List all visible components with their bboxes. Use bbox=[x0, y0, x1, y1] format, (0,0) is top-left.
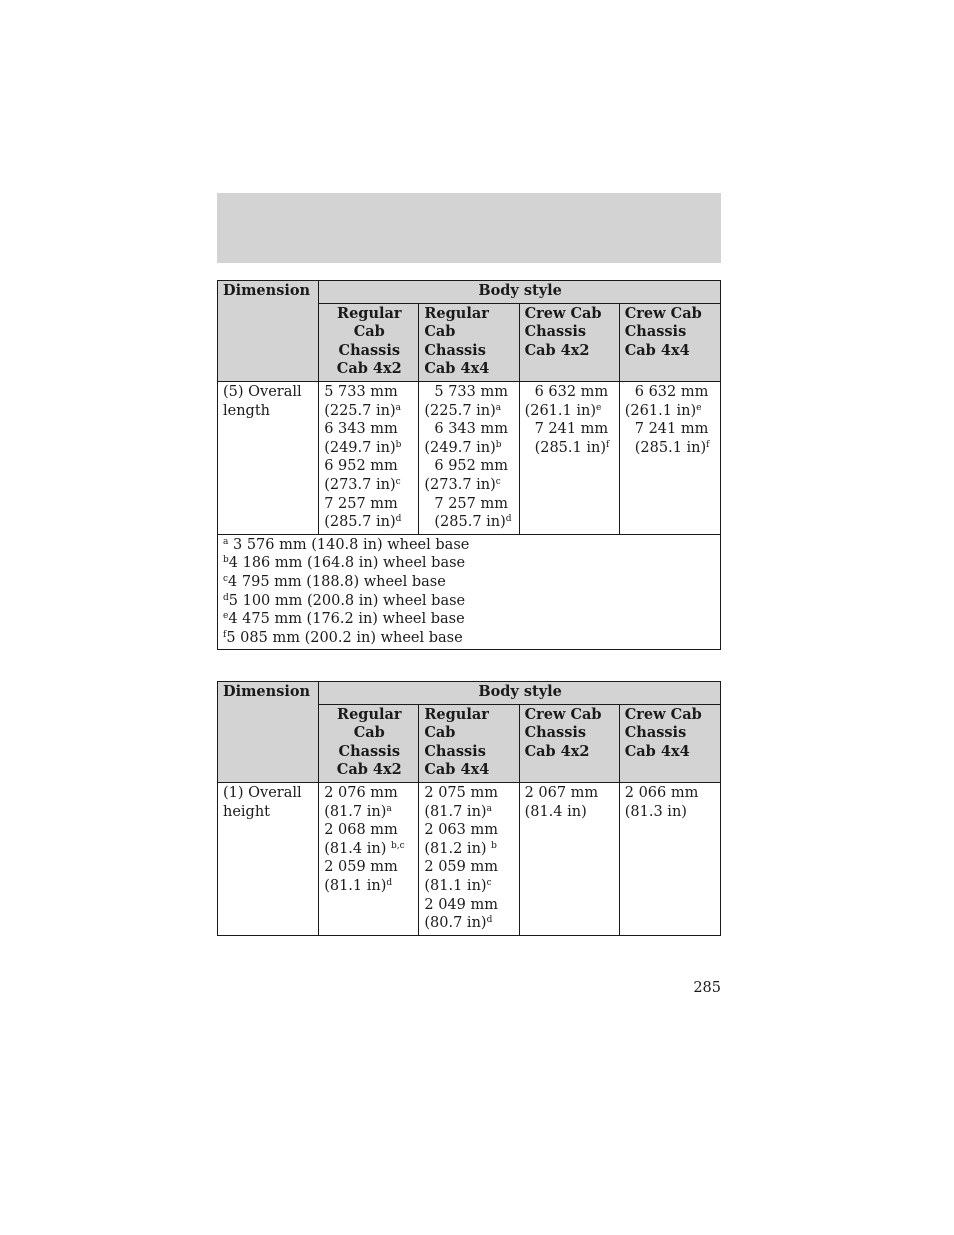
overall-length-table bbox=[217, 280, 721, 650]
column-header: Regular Cab Chassis Cab 4x2 bbox=[319, 303, 419, 381]
footnote: $^a$ 3 576 mm (140.8 in) wheel base bbox=[223, 536, 470, 553]
overall-height-table bbox=[217, 681, 721, 936]
footnote: $^d$5 100 mm (200.8 in) wheel base bbox=[223, 592, 466, 609]
column-header: Crew Cab Chassis Cab 4x2 bbox=[519, 704, 619, 782]
value-cell: 5 733 mm (225.7 in)$^a$ 6 343 mm (249.7 in)$^b$ 6 952 mm (273.7 in)$^c$ 7 257 mm (285.7 in)$^d$ bbox=[319, 381, 419, 534]
footnote: $^f$5 085 mm (200.2 in) wheel base bbox=[223, 629, 463, 646]
dimension-header: Dimension bbox=[218, 682, 319, 783]
footnotes bbox=[218, 534, 721, 650]
body-style-header: Body style bbox=[319, 682, 721, 705]
value-cell: 5 733 mm (225.7 in)$^a$ 6 343 mm (249.7 in)$^b$ 6 952 mm (273.7 in)$^c$ 7 257 mm (285.7 in)$^d$ bbox=[419, 381, 519, 534]
value-cell: 6 632 mm (261.1 in)$^e$ 7 241 mm (285.1 in)$^f$ bbox=[619, 381, 720, 534]
footnote: $^b$4 186 mm (164.8 in) wheel base bbox=[223, 555, 466, 572]
section-header-band bbox=[217, 193, 721, 263]
value-cell: 2 067 mm (81.4 in) bbox=[519, 782, 619, 935]
column-header: Crew Cab Chassis Cab 4x4 bbox=[619, 704, 720, 782]
dimension-header: Dimension bbox=[218, 281, 319, 382]
value-cell: 2 075 mm (81.7 in)$^a$ 2 063 mm (81.2 in) $^b$ 2 059 mm (81.1 in)$^c$ 2 049 mm (80.7 in)$^d$ bbox=[419, 782, 519, 935]
column-header: Crew Cab Chassis Cab 4x4 bbox=[619, 303, 720, 381]
column-header: Crew Cab Chassis Cab 4x2 bbox=[519, 303, 619, 381]
body-style-header: Body style bbox=[319, 281, 721, 304]
footnotes-row bbox=[218, 534, 721, 650]
table-row bbox=[218, 381, 721, 534]
page-number: 285 bbox=[693, 980, 721, 996]
column-header: Regular Cab Chassis Cab 4x4 bbox=[419, 303, 519, 381]
value-cell: 6 632 mm (261.1 in)$^e$ 7 241 mm (285.1 in)$^f$ bbox=[519, 381, 619, 534]
footnote: $^e$4 475 mm (176.2 in) wheel base bbox=[223, 611, 465, 628]
value-cell: 2 066 mm (81.3 in) bbox=[619, 782, 720, 935]
table-header-row bbox=[218, 682, 721, 705]
value-cell: 2 076 mm (81.7 in)$^a$ 2 068 mm (81.4 in) $^{b,c}$ 2 059 mm (81.1 in)$^d$ bbox=[319, 782, 419, 935]
table-header-row bbox=[218, 281, 721, 304]
table-row bbox=[218, 782, 721, 935]
footnote: $^c$4 795 mm (188.8) wheel base bbox=[223, 573, 446, 590]
column-header: Regular Cab Chassis Cab 4x2 bbox=[319, 704, 419, 782]
row-label: (5) Overall length bbox=[218, 381, 319, 534]
row-label: (1) Overall height bbox=[218, 782, 319, 935]
column-header: Regular Cab Chassis Cab 4x4 bbox=[419, 704, 519, 782]
